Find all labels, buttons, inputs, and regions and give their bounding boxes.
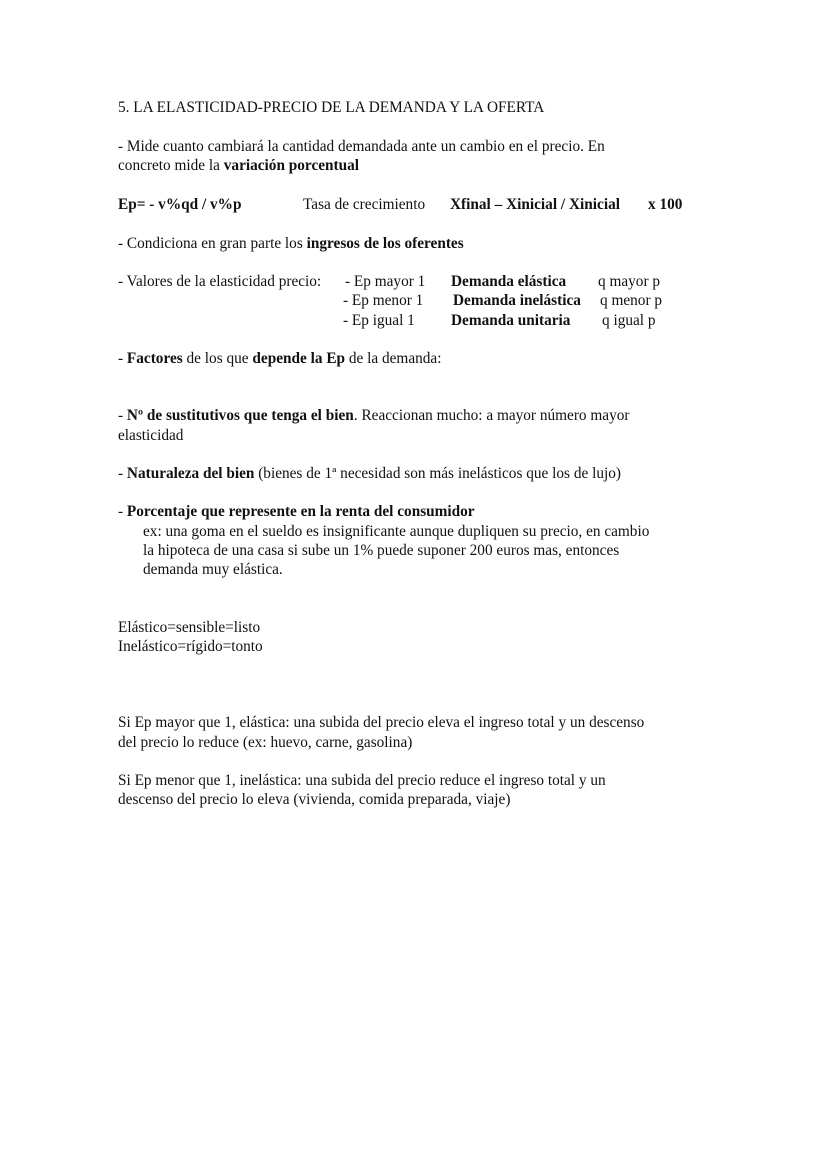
section-heading: 5. LA ELASTICIDAD-PRECIO DE LA DEMANDA Y LA OFERTA [118, 99, 545, 116]
condiciona-line [118, 234, 464, 254]
sustitutivos-rest: . Reaccionan mucho: a mayor número mayor [353, 407, 630, 424]
naturaleza-bold: Naturaleza del bien [126, 465, 255, 482]
factores-dash: - [118, 350, 127, 367]
porcentaje-example-line-1: ex: una goma en el sueldo es insignificante aunque dupliquen su precio, en cambio [143, 523, 650, 540]
factores-end: de la demanda: [345, 350, 442, 367]
condiciona-bold: ingresos de los oferentes [306, 235, 464, 252]
inelastica-line-1: Si Ep menor que 1, inelástica: una subida del precio reduce el ingreso total y un [118, 772, 606, 789]
valores-row-2-tipo [453, 291, 581, 311]
naturaleza-rest: (bienes de 1ª necesidad son más inelásticos que los de lujo) [254, 465, 621, 482]
valores-row-1-tipo [451, 272, 566, 292]
inelastica-line-2: descenso del precio lo eleva (vivienda, comida preparada, viaje) [118, 791, 511, 808]
valores-row-2-cond: - Ep menor 1 [343, 292, 424, 309]
mide-line-1: - Mide cuanto cambiará la cantidad demandada ante un cambio en el precio. En [118, 138, 605, 155]
tasa-formula [450, 195, 620, 215]
valores-row-3-cond: - Ep igual 1 [343, 312, 415, 329]
ep-formula [118, 195, 241, 215]
porcentaje-line [118, 502, 475, 522]
valores-row-2-rel: q menor p [600, 292, 663, 309]
valores-row-3-tipo-text: Demanda unitaria [451, 312, 571, 329]
valores-row-3-rel: q igual p [602, 312, 656, 329]
elastica-line-2: del precio lo reduce (ex: huevo, carne, gasolina) [118, 734, 413, 751]
mide-line-2-bold: variación porcentual [223, 157, 360, 174]
factores-bold-2: depende la Ep [252, 350, 346, 367]
factores-bold-1: Factores [126, 350, 183, 367]
porcentaje-dash: - [118, 503, 127, 520]
mide-line-2-prefix: concreto mide la [118, 157, 224, 174]
mnemonic-line-1: Elástico=sensible=listo [118, 619, 261, 636]
naturaleza-line [118, 464, 621, 484]
sustitutivos-dash: - [118, 407, 127, 424]
valores-row-1-rel: q mayor p [598, 273, 661, 290]
tasa-label: Tasa de crecimiento [303, 196, 426, 213]
tasa-times-text: x 100 [648, 196, 683, 213]
valores-label: - Valores de la elasticidad precio: [118, 273, 322, 290]
porcentaje-example-line-3: demanda muy elástica. [143, 561, 283, 578]
sustitutivos-bold: Nº de sustitutivos que tenga el bien [126, 407, 354, 424]
sustitutivos-line-2: elasticidad [118, 427, 184, 444]
mnemonic-line-2: Inelástico=rígido=tonto [118, 638, 263, 655]
valores-row-1-tipo-text: Demanda elástica [451, 273, 567, 290]
condiciona-prefix: - Condiciona en gran parte los [118, 235, 307, 252]
ep-formula-text: Ep= - v%qd / v%p [118, 196, 242, 213]
tasa-times [648, 195, 682, 215]
valores-row-1-cond: - Ep mayor 1 [345, 273, 426, 290]
sustitutivos-line-1 [118, 406, 630, 426]
porcentaje-bold: Porcentaje que represente en la renta del consumidor [126, 503, 475, 520]
factores-line [118, 349, 441, 369]
naturaleza-dash: - [118, 465, 127, 482]
porcentaje-example-line-2: la hipoteca de una casa si sube un 1% puede suponer 200 euros mas, entonces [143, 542, 620, 559]
factores-mid: de los que [182, 350, 253, 367]
valores-row-2-tipo-text: Demanda inelástica [453, 292, 581, 309]
mide-line-2 [118, 156, 359, 176]
elastica-line-1: Si Ep mayor que 1, elástica: una subida del precio eleva el ingreso total y un descenso [118, 714, 645, 731]
valores-row-3-tipo [451, 311, 570, 331]
tasa-formula-text: Xfinal – Xinicial / Xinicial [450, 196, 620, 213]
